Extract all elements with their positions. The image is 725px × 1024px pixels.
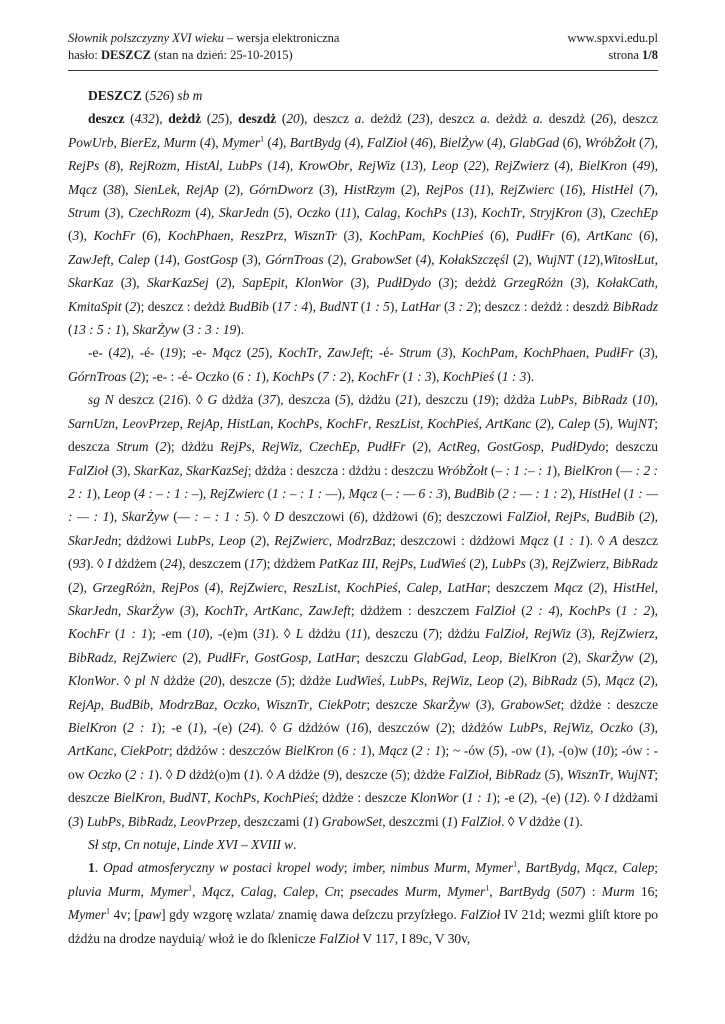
headword-prefix: hasło: <box>68 48 101 62</box>
page-prefix: strona <box>608 48 643 62</box>
headword-line <box>68 47 293 64</box>
website-link[interactable]: www.spxvi.edu.pl <box>567 31 658 45</box>
version-text: – wersja elektroniczna <box>223 31 340 45</box>
header-row-1 <box>68 30 658 47</box>
entry-paragraph: deszcz (432), deżdż (25), deszdż (20), deszcz a. deżdż (23), deszcz a. deżdż a. deszdż (26), deszcz PowUrb, BierEz, Murm (4), Mymer$^1$ (4), BartBydg (4), FalZioł (46), BielŻyw (4), GlabGad (6), WróbŻołt (7), RejPs (8), RejRozm, HistAl, LubPs (14), KrowObr, RejWiz (13), Leop (22), RejZwierz (4), BielKron (49), Mącz (38), SienLek, RejAp (2), GórnDworz (3), HistRzym (2), RejPos (11), RejZwierc (16), HistHel (7), Strum (3), CzechRozm (4), SkarJedn (5), Oczko (11), Calag, KochPs (13), KochTr, StryjKron (3), CzechEp (3), KochFr (6), KochPhaen, ReszPrz, WisznTr (3), KochPam, KochPieś (6), PudłFr (6), ArtKanc (6), ZawJeft, Calep (14), GostGosp (3), GórnTroas (2), GrabowSet (4), KołakSzczęśl (2), WujNT (12),WitosłLut, SkarKaz (3), SkarKazSej (2), SapEpit, KlonWor (3), PudłDydo (3); deżdż GrzegRóżn (3), KołakCath, KmitaSpit (2); deszcz : deżdż BudBib (17 : 4), BudNT (1 : 5), LatHar (3 : 2); deszcz : deżdż : deszdż BibRadz (13 : 5 : 1), SkarŻyw (3 : 3 : 19). <box>68 111 659 338</box>
date-text: (stan na dzień: 25-10-2015) <box>151 48 293 62</box>
page-header <box>68 30 658 64</box>
entry-paragraph: Sł stp, Cn notuje, Linde XVI – XVIII w. <box>88 837 297 852</box>
header-row-2 <box>68 47 658 64</box>
entry-lemma: DESZCZ (526) sb m <box>88 88 203 103</box>
entry-paragraph: -e- (42), -é- (19); -e- Mącz (25), KochTr, ZawJeft; -é- Strum (3), KochPam, KochPhaen, PudłFr (3), GórnTroas (2); -e- : -é- Oczko (6 : 1), KochPs (7 : 2), KochFr (1 : 3), KochPieś (1 : 3). <box>68 345 659 384</box>
headword: DESZCZ <box>100 48 152 62</box>
dictionary-title: Słownik polszczyzny XVI wieku <box>68 31 224 45</box>
page-indicator <box>608 47 658 64</box>
page-total: /8 <box>648 48 658 62</box>
entry-paragraph: sg N deszcz (216). ◊ G dżdża (37), deszcza (5), dżdżu (21), deszczu (19); dżdża LubPs, BibRadz (10), SarnUzn, LeovPrzep, RejAp, HistLan, KochPs, KochFr, ReszList, KochPieś, ArtKanc (2), Calep (5), WujNT; deszcza Strum (2); dżdżu RejPs, RejWiz, CzechEp, PudłFr (2), ActReg, GostGosp, PudłDydo; deszczu FalZioł (3), SkarKaz, SkarKazSej; dżdża : deszcza : dżdżu : deszczu WróbŻołt (– : 1 :– : 1), BielKron (— : 2 : 2 : 1), Leop (4 : – : 1 : –), RejZwierc (1 : – : 1 : —), Mącz (– : — 6 : 3), BudBib (2 : — : 1 : 2), HistHel (1 : — : — : 1), SkarŻyw (— : – : 1 : 5). ◊ D deszczowi (6), dżdżowi (6); deszczowi FalZioł, RejPs, BudBib (2), SkarJedn; dżdżowi LubPs, Leop (2), RejZwierc, ModrzBaz; deszczowi : dżdżowi Mącz (1 : 1). ◊ A deszcz (93). ◊ I dżdżem (24), deszczem (17); dżdżem PatKaz III, RejPs, LudWieś (2), LubPs (3), RejZwierz, BibRadz (2), GrzegRóżn, RejPos (4), RejZwierc, ReszList, KochPieś, Calep, LatHar; deszczem Mącz (2), HistHel, SkarJedn, SkarŻyw (3), KochTr, ArtKanc, ZawJeft; dżdżem : deszczem FalZioł (2 : 4), KochPs (1 : 2), KochFr (1 : 1); -em (10), -(e)m (31). ◊ L dżdżu (11), deszczu (7); dżdżu FalZioł, RejWiz (3), RejZwierz, BibRadz, RejZwierc (2), PudłFr, GostGosp, LatHar; deszczu GlabGad, Leop, BielKron (2), SkarŻyw (2), KlonWor. ◊ pl N dżdże (20), deszcze (5); dżdże LudWieś, LubPs, RejWiz, Leop (2), BibRadz (5), Mącz (2), RejAp, BudBib, ModrzBaz, Oczko, WisznTr, CiekPotr; deszcze SkarŻyw (3), GrabowSet; dżdże : deszcze BielKron (2 : 1); -e (1), -(e) (24). ◊ G dżdżów (16), deszczów (2); dżdżów LubPs, RejWiz, Oczko (3), ArtKanc, CiekPotr; dżdżów : deszczów BielKron (6 : 1), Mącz (2 : 1); ~ -ów (5), -ow (1), -(o)w (10); -ów : -ow Oczko (2 : 1). ◊ D dżdż(o)m (1). ◊ A dżdże (9), deszcze (5); dżdże FalZioł, BibRadz (5), WisznTr, WujNT; deszcze BielKron, BudNT, KochPs, KochPieś; dżdże : deszcze KlonWor (1 : 1); -e (2), -(e) (12). ◊ I dżdżami (3) LubPs, BibRadz, LeovPrzep, deszczami (1) GrabowSet, deszczmi (1) FalZioł. ◊ V dżdże (1). <box>68 392 659 829</box>
dictionary-title-line <box>68 30 339 47</box>
entry-paragraph: 1. Opad atmosferyczny w postaci kropel wody; imber, nimbus Murm, Mymer$^1$, BartBydg, Mącz, Calep; pluvia Murm, Mymer$^1$, Mącz, Calag, Calep, Cn; psecades Murm, Mymer$^1$, BartBydg (507) : Murm 16; Mymer$^1$ 4v; [paw] gdy wzgorę wzlata/ znamię dawa deſzczu przyſzłego. FalZioł IV 21d; wezmi gliſt ktore po dżdżu na drodze nayduią/ włoż ie do ſklenicze FalZioł V 117, I 89c, V 30v, <box>68 859 659 946</box>
dictionary-entry <box>68 84 658 950</box>
page-current: 1 <box>642 48 649 62</box>
header-divider <box>68 70 658 71</box>
